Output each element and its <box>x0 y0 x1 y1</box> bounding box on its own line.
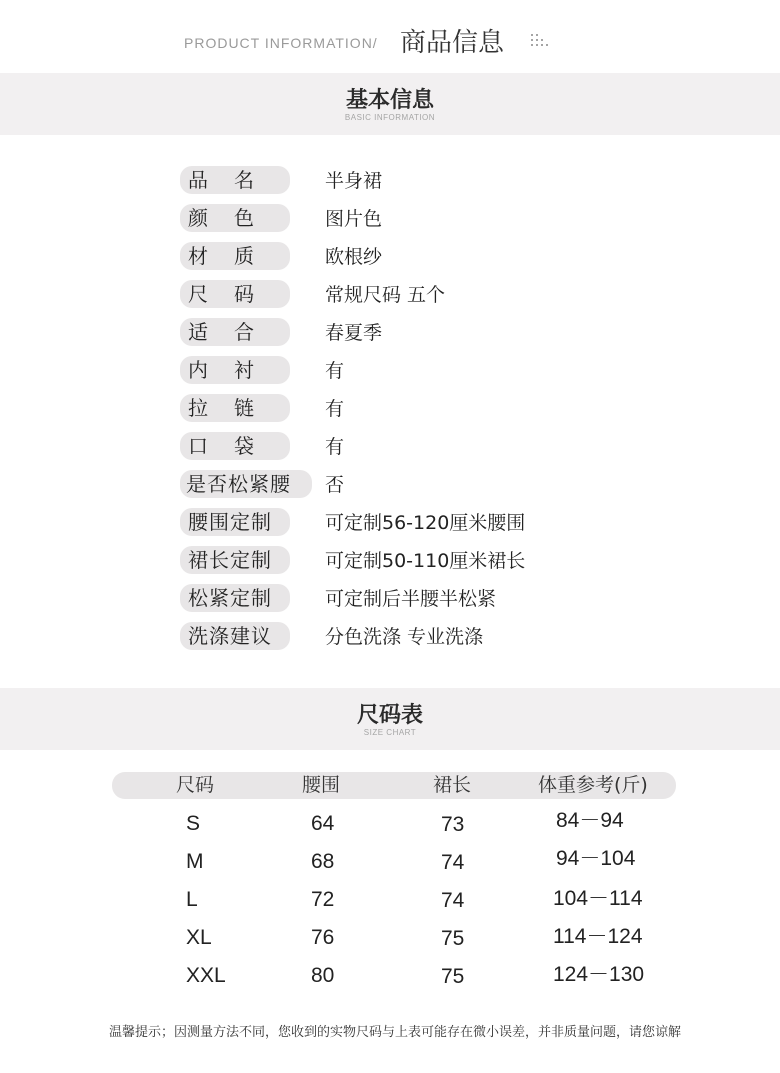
info-row-lining <box>180 356 600 386</box>
basic-info-banner <box>0 73 780 135</box>
weight-cell: 124－130 <box>553 963 645 986</box>
dots-ornament-icon <box>531 34 553 50</box>
length-cell: 74 <box>441 851 465 874</box>
info-label: 尺码 <box>180 280 290 308</box>
size-chart-banner <box>0 688 780 750</box>
page-header <box>0 0 780 72</box>
info-value: 春夏季 <box>325 322 383 344</box>
size-header-weight: 体重参考(斤) <box>538 774 648 796</box>
info-value: 可定制50-110厘米裙长 <box>325 550 526 572</box>
size-header-length: 裙长 <box>433 774 472 796</box>
weight-cell: 84－94 <box>556 809 624 832</box>
size-header-waist: 腰围 <box>302 774 341 796</box>
info-value: 有 <box>325 436 345 458</box>
weight-cell: 104－114 <box>553 887 643 910</box>
waist-cell: 64 <box>311 812 335 835</box>
waist-cell: 80 <box>311 964 335 987</box>
info-value: 可定制后半腰半松紧 <box>325 588 497 610</box>
info-row-zipper <box>180 394 600 424</box>
header-cn-title: 商品信息 <box>400 28 505 58</box>
info-label: 适合 <box>180 318 290 346</box>
info-value: 有 <box>325 360 345 382</box>
basic-info-subtitle: BASIC INFORMATION <box>344 113 436 122</box>
info-label: 松紧定制 <box>180 584 290 612</box>
info-label: 材质 <box>180 242 290 270</box>
length-cell: 75 <box>441 965 465 988</box>
info-label: 口袋 <box>180 432 290 460</box>
header-en-title: PRODUCT INFORMATION/ <box>184 35 378 51</box>
weight-cell: 114－124 <box>553 925 643 948</box>
size-cell: XL <box>186 926 212 949</box>
length-cell: 75 <box>441 927 465 950</box>
info-value: 分色洗涤 专业洗涤 <box>325 626 484 648</box>
basic-info-title: 基本信息 <box>345 88 434 113</box>
info-value: 常规尺码 五个 <box>325 284 446 306</box>
info-row-length-custom <box>180 546 600 576</box>
info-label: 腰围定制 <box>180 508 290 536</box>
info-row-elastic-waist <box>180 470 600 500</box>
info-label: 洗涤建议 <box>180 622 290 650</box>
size-cell: S <box>186 812 201 835</box>
info-value: 半身裙 <box>325 170 383 192</box>
info-label: 颜色 <box>180 204 290 232</box>
info-row-season <box>180 318 600 348</box>
size-chart-title: 尺码表 <box>356 703 423 728</box>
info-label: 内衬 <box>180 356 290 384</box>
info-value: 否 <box>325 474 345 496</box>
info-row-pocket <box>180 432 600 462</box>
waist-cell: 72 <box>311 888 335 911</box>
info-label: 拉链 <box>180 394 290 422</box>
info-row-size <box>180 280 600 310</box>
footer-note: 温馨提示；因测量方法不同，您收到的实物尺码与上表可能存在微小误差，并非质量问题，请您谅解 <box>108 1025 681 1040</box>
info-row-color <box>180 204 600 234</box>
info-value: 欧根纱 <box>325 246 383 268</box>
length-cell: 74 <box>441 889 465 912</box>
info-row-material <box>180 242 600 272</box>
info-value: 可定制56-120厘米腰围 <box>325 512 526 534</box>
info-row-wash <box>180 622 600 652</box>
size-cell: M <box>186 850 204 873</box>
info-row-elastic-custom <box>180 584 600 614</box>
info-label: 是否松紧腰 <box>180 470 312 498</box>
info-value: 图片色 <box>325 208 383 230</box>
waist-cell: 76 <box>311 926 335 949</box>
info-label: 品名 <box>180 166 290 194</box>
info-value: 有 <box>325 398 345 420</box>
weight-cell: 94－104 <box>556 847 636 870</box>
waist-cell: 68 <box>311 850 335 873</box>
info-label: 裙长定制 <box>180 546 290 574</box>
info-row-name <box>180 166 600 196</box>
size-cell: L <box>186 888 198 911</box>
size-header-size: 尺码 <box>176 774 215 796</box>
size-chart-subtitle: SIZE CHART <box>363 728 417 737</box>
length-cell: 73 <box>441 813 465 836</box>
size-cell: XXL <box>186 964 226 987</box>
info-row-waist-custom <box>180 508 600 538</box>
